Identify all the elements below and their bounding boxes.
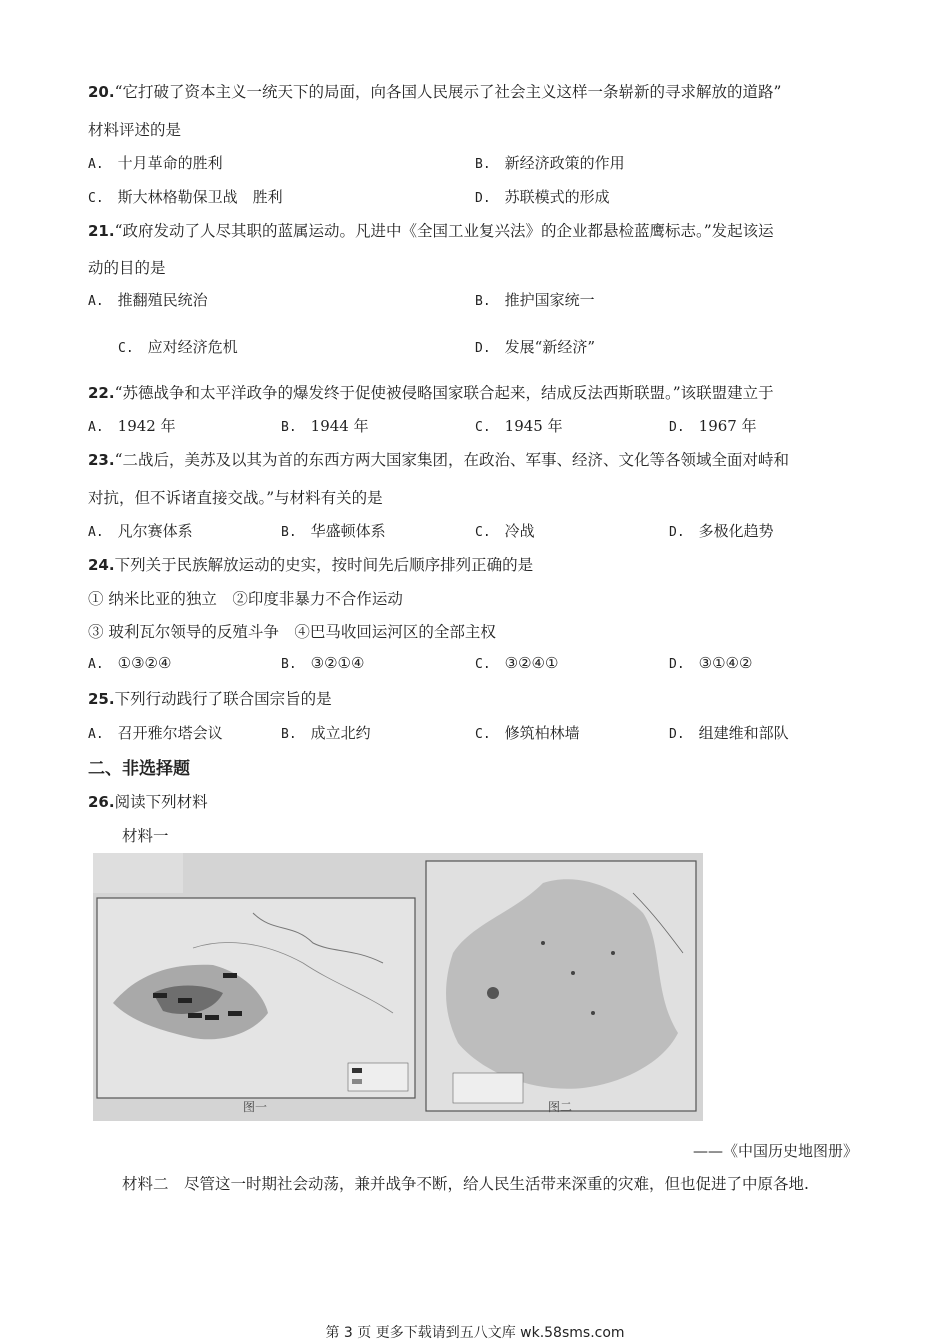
q23-stem-cont: 对抗，但不诉诸直接交战。”与材料有关的是 (88, 489, 383, 507)
q20-number: 20. (88, 83, 115, 101)
q21-number: 21. (88, 222, 115, 240)
q24-option-b: B. ③②①④ (281, 654, 365, 672)
q25-stem: 25.下列行动践行了联合国宗旨的是 (88, 690, 332, 708)
q23-option-d: D. 多极化趋势 (669, 522, 774, 540)
q25-option-b: B. 成立北约 (281, 724, 371, 742)
q24-option-a: A. ①③②④ (88, 654, 172, 672)
q20-option-c: C. 斯大林格勒保卫战 胜利 (88, 188, 283, 206)
q24-number: 24. (88, 556, 115, 574)
material-one-label: 材料一 (122, 827, 169, 845)
q25-number: 25. (88, 690, 115, 708)
q21-stem-cont: 动的目的是 (88, 259, 166, 277)
figure-one-label: 图一 (243, 1100, 268, 1114)
historical-maps-figure (93, 853, 703, 1121)
q24-items-1: ① 纳米比亚的独立 ②印度非暴力不合作运动 (88, 590, 403, 608)
q23-stem: 23.“二战后，美苏及以其为首的东西方两大国家集团，在政治、军事、经济、文化等各领域全面对峙和 (88, 451, 790, 469)
map-source-citation: ——《中国历史地图册》 (692, 1142, 858, 1160)
q23-option-a: A. 凡尔赛体系 (88, 522, 193, 540)
q22-option-a: A. 1942 年 (88, 417, 176, 435)
q21-option-d: D. 发展“新经济” (475, 338, 595, 356)
q24-items-2: ③ 玻利瓦尔领导的反殖斗争 ④巴马收回运河区的全部主权 (88, 623, 496, 641)
q20-option-a: A. 十月革命的胜利 (88, 154, 223, 172)
q23-option-c: C. 冷战 (475, 522, 535, 540)
figure-two-label: 图二 (548, 1100, 573, 1114)
q22-option-c: C. 1945 年 (475, 417, 563, 435)
q26-stem: 26.阅读下列材料 (88, 793, 208, 811)
q20-stem-cont: 材料评述的是 (88, 121, 182, 139)
q22-number: 22. (88, 384, 115, 402)
q24-option-c: C. ③②④① (475, 654, 559, 672)
q25-option-a: A. 召开雅尔塔会议 (88, 724, 223, 742)
q22-stem: 22.“苏德战争和太平洋政争的爆发终于促使被侵略国家联合起来，结成反法西斯联盟。”该联盟建立于 (88, 384, 774, 402)
q21-option-a: A. 推翻殖民统治 (88, 291, 208, 309)
q22-option-d: D. 1967 年 (669, 417, 757, 435)
q20-stem: 20.“它打破了资本主义一统天下的局面，向各国人民展示了社会主义这样一条崭新的寻求解放的道路” (88, 83, 782, 101)
q24-stem: 24.下列关于民族解放运动的史实，按时间先后顺序排列正确的是 (88, 556, 534, 574)
maps-illustration (93, 853, 703, 1121)
page-footer: 第 3 页 更多下载请到五八文库 wk.58sms.com (325, 1325, 625, 1341)
q22-option-b: B. 1944 年 (281, 417, 369, 435)
q26-number: 26. (88, 793, 115, 811)
q20-option-b: B. 新经济政策的作用 (475, 154, 625, 172)
q21-option-b: B. 推护国家统一 (475, 291, 595, 309)
q25-option-c: C. 修筑柏林墙 (475, 724, 580, 742)
q23-option-b: B. 华盛顿体系 (281, 522, 386, 540)
q24-option-d: D. ③①④② (669, 654, 753, 672)
q20-option-d: D. 苏联模式的形成 (475, 188, 610, 206)
q25-option-d: D. 组建维和部队 (669, 724, 789, 742)
q21-stem: 21.“政府发动了人尽其职的蓝属运动。凡进中《全国工业复兴法》的企业都悬检蓝鹰标志。”发起该运 (88, 222, 774, 240)
q21-option-c: C. 应对经济危机 (118, 338, 238, 356)
q23-number: 23. (88, 451, 115, 469)
material-two-text: 材料二 尽管这一时期社会动荡，兼并战争不断，给人民生活带来深重的灾难，但也促进了中原各地. (122, 1175, 809, 1193)
section-heading: 二、非选择题 (88, 759, 190, 779)
